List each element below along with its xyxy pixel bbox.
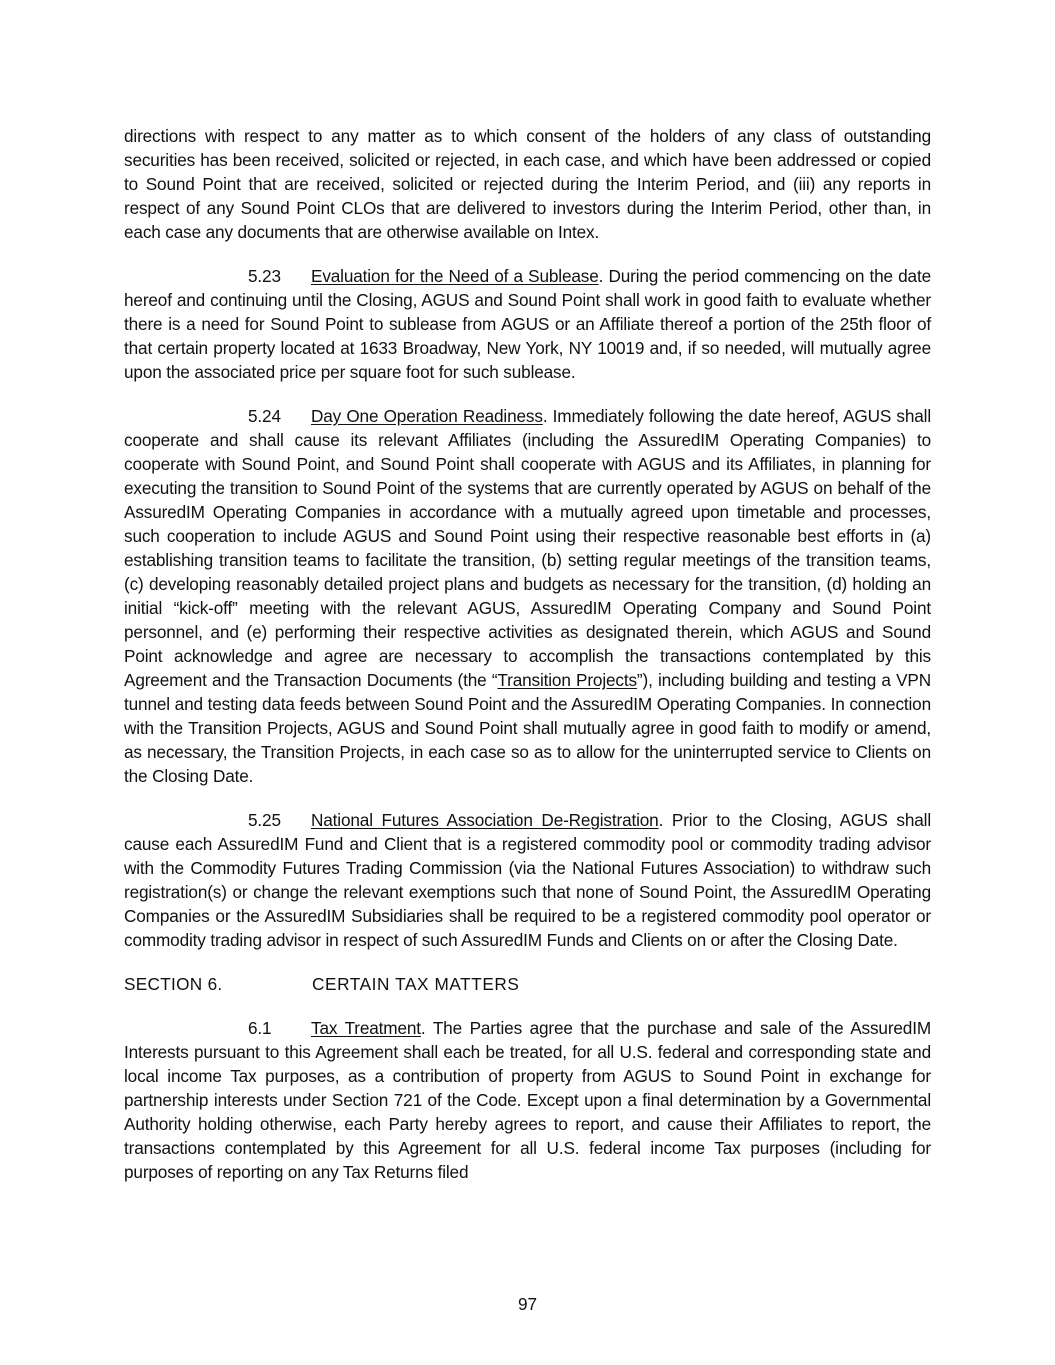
section-heading: Tax Treatment <box>311 1018 421 1038</box>
section-body: . During the period commencing on the date hereof and continuing until the Closing, AGUS and Sound Point shall work in good faith to evaluate whether there is a need for Sound Point to sublease from AGUS or an Affiliate thereof a portion of the 25th floor of that certain property located at 1633 Broadway, New York, NY 10019 and, if so needed, will mutually agree upon the associated price per square foot for such sublease. <box>124 266 931 382</box>
section-5-24 <box>124 404 931 788</box>
section-5-23 <box>124 264 931 384</box>
section-heading: Day One Operation Readiness <box>311 406 543 426</box>
section-body: . Immediately following the date hereof, AGUS shall cooperate and shall cause its relevant Affiliates (including the AssuredIM Operating Companies) to cooperate with Sound Point, and Sound Point shall cooperate with AGUS and its Affiliates, in planning for executing the transition to Sound Point of the systems that are currently operated by AGUS on behalf of the AssuredIM Operating Companies in accordance with a mutually agreed upon timetable and processes, such cooperation to include AGUS and Sound Point using their respective reasonable best efforts in (a) establishing transition teams to facilitate the transition, (b) setting regular meetings of the transition teams, (c) developing reasonably detailed project plans and budgets as necessary for the transition, (d) holding an initial “kick-off” meeting with the relevant AGUS, AssuredIM Operating Company and Sound Point personnel, and (e) performing their respective activities as designated therein, which AGUS and Sound Point acknowledge and agree are necessary to accomplish the transactions contemplated by this Agreement and the Transaction Documents (the “ <box>124 406 932 690</box>
section-6-heading <box>124 972 931 996</box>
section-5-25 <box>124 808 931 952</box>
section-number: 5.25 <box>248 810 281 830</box>
section-number: 6.1 <box>248 1018 272 1038</box>
section-heading: National Futures Association De-Registration <box>311 810 659 830</box>
section-title: CERTAIN TAX MATTERS <box>312 974 520 994</box>
section-6-1 <box>124 1016 931 1184</box>
section-number: 5.24 <box>248 406 281 426</box>
page-number: 97 <box>517 1294 538 1314</box>
section-heading: Evaluation for the Need of a Sublease <box>311 266 599 286</box>
section-body: . Prior to the Closing, AGUS shall cause each AssuredIM Fund and Client that is a registered commodity pool or commodity trading advisor with the Commodity Futures Trading Commission (via the National Futures Association) to withdraw such registration(s) or change the relevant exemptions such that none of Sound Point, the AssuredIM Operating Companies or the AssuredIM Subsidiaries shall be required to be a registered commodity pool operator or commodity trading advisor in respect of such AssuredIM Funds and Clients on or after the Closing Date. <box>124 810 932 950</box>
opening-paragraph: directions with respect to any matter as to which consent of the holders of any class of outstanding securities has been received, solicited or rejected, in each case, and which have been addressed or copied to Sound Point that are received, solicited or rejected during the Interim Period, and (iii) any reports in respect of any Sound Point CLOs that are delivered to investors during the Interim Period, other than, in each case any documents that are otherwise available on Intex. <box>124 126 931 242</box>
document-page <box>124 124 931 1204</box>
section-body-continued: ”), including building and testing a VPN tunnel and testing data feeds between Sound Point and the AssuredIM Operating Companies. In connection with the Transition Projects, AGUS and Sound Point shall mutually agree in good faith to modify or amend, as necessary, the Transition Projects, in each case so as to allow for the uninterrupted service to Clients on the Closing Date. <box>124 670 932 786</box>
section-number: 5.23 <box>248 266 281 286</box>
defined-term: Transition Projects <box>497 670 637 690</box>
section-body: . The Parties agree that the purchase and sale of the AssuredIM Interests pursuant to this Agreement shall each be treated, for all U.S. federal and corresponding state and local income Tax purposes, as a contribution of property from AGUS to Sound Point in exchange for partnership interests under Section 721 of the Code. Except upon a final determination by a Governmental Authority holding otherwise, each Party hereby agrees to report, and cause their Affiliates to report, the transactions contemplated by this Agreement for all U.S. federal income Tax purposes (including for purposes of reporting on any Tax Returns filed <box>124 1018 931 1182</box>
section-label: SECTION 6. <box>124 974 223 994</box>
